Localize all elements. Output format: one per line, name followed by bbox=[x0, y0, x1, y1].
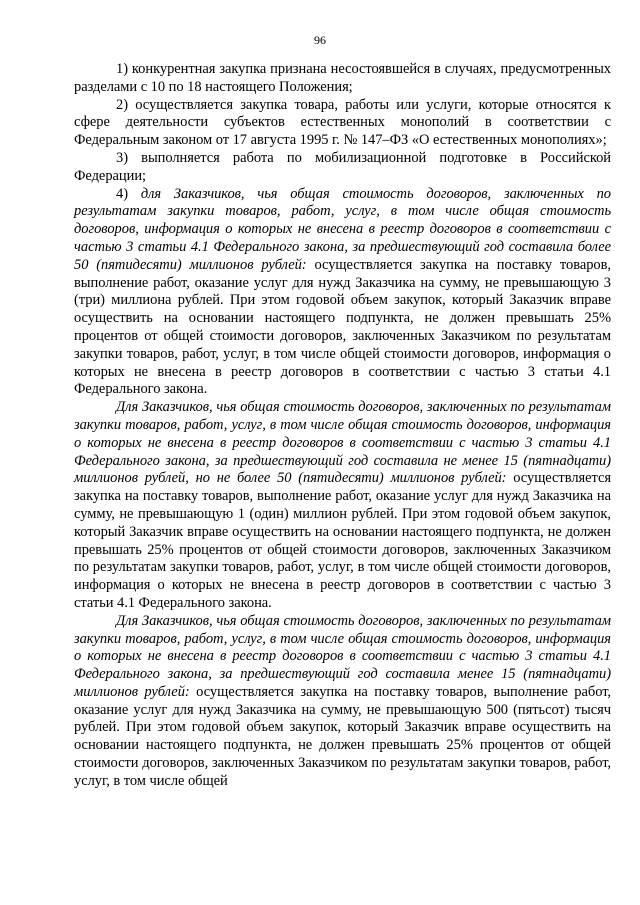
paragraph-item-1 bbox=[74, 61, 611, 97]
paragraph-text: 3) выполняется работа по мобилизационной подготовке в Российской Федерации; bbox=[74, 149, 611, 184]
paragraph-tier-3 bbox=[74, 613, 611, 791]
paragraph-text: осуществляется закупка на поставку товаров, выполнение работ, оказание услуг для нужд Заказчика на сумму, не превышающую 1 (один) миллион рублей. При этом годовой объем закупок, который Заказчик вправе осуществить на основании настоящего подпункта, не должен превышать 25% процентов от общей стоимости договоров, заключенных Заказчиком по результатам закупки товаров, работ, услуг, в том числе общей стоимости договоров, информация о которых не внесена в реестр договоров в соответствии с частью 3 статьи 4.1 Федерального закона. bbox=[74, 470, 611, 611]
paragraph-italic-condition: Для Заказчиков, чья общая стоимость договоров, заключенных по результатам закупки товаров, работ, услуг, в том числе общая стоимость договоров, информация о которых не внесена в реестр договоров в соответствии с частью 3 статьи 4.1 Федерального закона, за предшествующий год составила менее 15 (пятнадцати) миллионов рублей: bbox=[74, 612, 611, 700]
paragraph-text: 2) осуществляется закупка товара, работы или услуги, которые относятся к сфере деятельности субъектов естественных монополий в соответствии с Федеральным законом от 17 августа 1995 г. № 147–ФЗ «О естественных монополиях»; bbox=[74, 96, 611, 149]
paragraph-italic-condition: для Заказчиков, чья общая стоимость договоров, заключенных по результатам закупки товаров, работ, услуг, в том числе общая стоимость договоров, информация о которых не внесена в реестр договоров в соответствии с частью 3 статьи 4.1 Федерального закона, за предшествующий год составила более 50 (пятидесяти) миллионов рублей: bbox=[74, 185, 611, 273]
paragraph-text: осуществляется закупка на поставку товаров, выполнение работ, оказание услуг для нужд Заказчика на сумму, не превышающую 3 (три) миллиона рублей. При этом годовой объем закупок, который Заказчик вправе осуществить на основании настоящего подпункта, не должен превышать 25% процентов от общей стоимости договоров, заключенных Заказчиком по результатам закупки товаров, работ, услуг, в том числе общей стоимости договоров, информация о которых не внесена в реестр договоров в соответствии с частью 3 статьи 4.1 Федерального закона. bbox=[74, 256, 611, 398]
document-body bbox=[74, 61, 611, 791]
paragraph-tier-2 bbox=[74, 399, 611, 613]
paragraph-italic-condition: Для Заказчиков, чья общая стоимость договоров, заключенных по результатам закупки товаров, работ, услуг, в том числе общая стоимость договоров, информация о которых не внесена в реестр договоров в соответствии с частью 3 статьи 4.1 Федерального закона, за предшествующий год составила не менее 15 (пятнадцати) миллионов рублей, но не более 50 (пятидесяти) миллионов рублей: bbox=[74, 399, 611, 487]
paragraph-text: осуществляется закупка на поставку товаров, выполнение работ, оказание услуг для нужд Заказчика на сумму, не превышающую 500 (пятьсот) тысяч рублей. При этом годовой объем закупок, который Заказчик вправе осуществить на основании настоящего подпункта, не должен превышать 25% процентов от общей стоимости договоров, заключенных Заказчиком по результатам закупки товаров, работ, услуг, в том числе общей bbox=[74, 683, 611, 789]
page-number: 96 bbox=[314, 33, 326, 47]
paragraph-text: 1) конкурентная закупка признана несостоявшейся в случаях, предусмотренных разделами с 10 по 18 настоящего Положения; bbox=[74, 61, 611, 95]
paragraph-item-4 bbox=[74, 186, 611, 400]
paragraph-item-2 bbox=[74, 97, 611, 150]
paragraph-number: 4) bbox=[116, 185, 141, 202]
paragraph-item-3 bbox=[74, 150, 611, 186]
